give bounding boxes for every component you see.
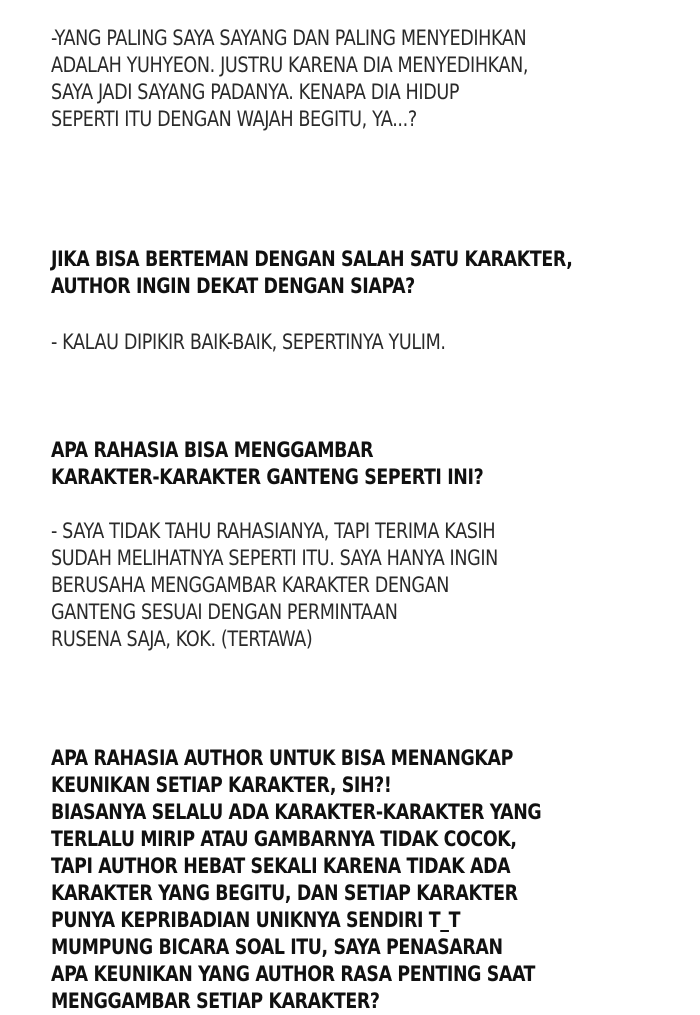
- question-line: KARAKTER-KARAKTER GANTENG SEPERTI INI?: [51, 465, 484, 489]
- question-line: MENGGAMBAR SETIAP KARAKTER?: [51, 989, 380, 1013]
- question-line: TERLALU MIRIP ATAU GAMBARNYA TIDAK COCOK,: [51, 827, 517, 851]
- answer-drawing-secret: [51, 518, 691, 653]
- question-line: KARAKTER YANG BEGITU, DAN SETIAP KARAKTER: [51, 881, 518, 905]
- answer-yuhyeon: [51, 25, 691, 133]
- question-line: PUNYA KEPRIBADIAN UNIKNYA SENDIRI T_T: [51, 908, 461, 932]
- question-befriend-character: [51, 246, 691, 300]
- question-character-uniqueness: [51, 745, 691, 1015]
- question-line: TAPI AUTHOR HEBAT SEKALI KARENA TIDAK ADA: [51, 854, 511, 878]
- question-drawing-secret: [51, 437, 691, 491]
- answer-line: SAYA JADI SAYANG PADANYA. KENAPA DIA HIDUP: [51, 80, 460, 104]
- question-line: JIKA BISA BERTEMAN DENGAN SALAH SATU KARAKTER,: [51, 247, 573, 271]
- answer-line: ADALAH YUHYEON. JUSTRU KARENA DIA MENYEDIHKAN,: [51, 53, 529, 77]
- question-line: KEUNIKAN SETIAP KARAKTER, SIH?!: [51, 773, 392, 797]
- answer-line: GANTENG SESUAI DENGAN PERMINTAAN: [51, 600, 398, 624]
- question-line: APA KEUNIKAN YANG AUTHOR RASA PENTING SAAT: [51, 962, 536, 986]
- question-line: AUTHOR INGIN DEKAT DENGAN SIAPA?: [51, 274, 415, 298]
- answer-line: - KALAU DIPIKIR BAIK-BAIK, SEPERTINYA YULIM.: [51, 330, 446, 354]
- answer-line: RUSENA SAJA, KOK. (TERTAWA): [51, 627, 313, 651]
- answer-line: SUDAH MELIHATNYA SEPERTI ITU. SAYA HANYA INGIN: [51, 546, 498, 570]
- answer-line: -YANG PALING SAYA SAYANG DAN PALING MENYEDIHKAN: [51, 26, 527, 50]
- question-line: APA RAHASIA AUTHOR UNTUK BISA MENANGKAP: [51, 746, 513, 770]
- answer-yulim: [51, 329, 691, 356]
- answer-line: SEPERTI ITU DENGAN WAJAH BEGITU, YA...?: [51, 107, 417, 131]
- question-line: BIASANYA SELALU ADA KARAKTER-KARAKTER YANG: [51, 800, 542, 824]
- answer-line: - SAYA TIDAK TAHU RAHASIANYA, TAPI TERIMA KASIH: [51, 519, 496, 543]
- question-line: MUMPUNG BICARA SOAL ITU, SAYA PENASARAN: [51, 935, 503, 959]
- question-line: APA RAHASIA BISA MENGGAMBAR: [51, 438, 374, 462]
- answer-line: BERUSAHA MENGGAMBAR KARAKTER DENGAN: [51, 573, 450, 597]
